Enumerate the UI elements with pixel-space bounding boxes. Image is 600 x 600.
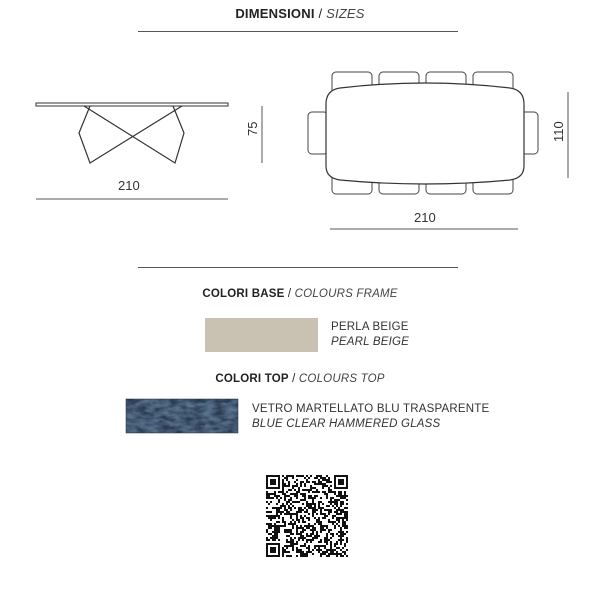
colours-frame-heading [0, 288, 600, 300]
side-view-drawing [0, 0, 600, 260]
colours-frame-heading-bold: COLORI BASE [202, 288, 285, 300]
top-view-tabletop [326, 83, 524, 184]
sizes-heading-italic: SIZES [326, 6, 365, 21]
top-color-name-en: BLUE CLEAR HAMMERED GLASS [252, 418, 441, 430]
section-divider [138, 267, 458, 268]
colours-top-heading-bold: COLORI TOP [215, 373, 289, 385]
chair [308, 112, 328, 154]
top-color-name-it: VETRO MARTELLATO BLU TRASPARENTE [252, 403, 490, 415]
top-depth-label: 110 [551, 121, 566, 142]
side-view-tabletop [36, 103, 228, 106]
colours-top-heading [0, 373, 600, 385]
colours-top-heading-separator: / [288, 373, 299, 385]
frame-color-name-it: PERLA BEIGE [331, 321, 409, 333]
qr-code[interactable] [266, 475, 348, 557]
side-height-label: 75 [245, 121, 260, 136]
top-color-label [252, 402, 489, 432]
frame-color-label [331, 320, 409, 350]
colours-frame-heading-italic: COLOURS FRAME [294, 288, 398, 300]
frame-color-name-en: PEARL BEIGE [331, 336, 410, 348]
top-view-drawing [308, 72, 538, 194]
sizes-heading-bold: DIMENSIONI [235, 6, 315, 21]
frame-color-swatch [205, 318, 318, 352]
top-color-swatch [126, 399, 238, 433]
colours-frame-heading-separator: / [284, 288, 295, 300]
sizes-heading-separator: / [314, 6, 327, 21]
colours-top-heading-italic: COLOURS TOP [298, 373, 385, 385]
top-width-label: 210 [414, 210, 436, 225]
side-width-label: 210 [118, 178, 140, 193]
